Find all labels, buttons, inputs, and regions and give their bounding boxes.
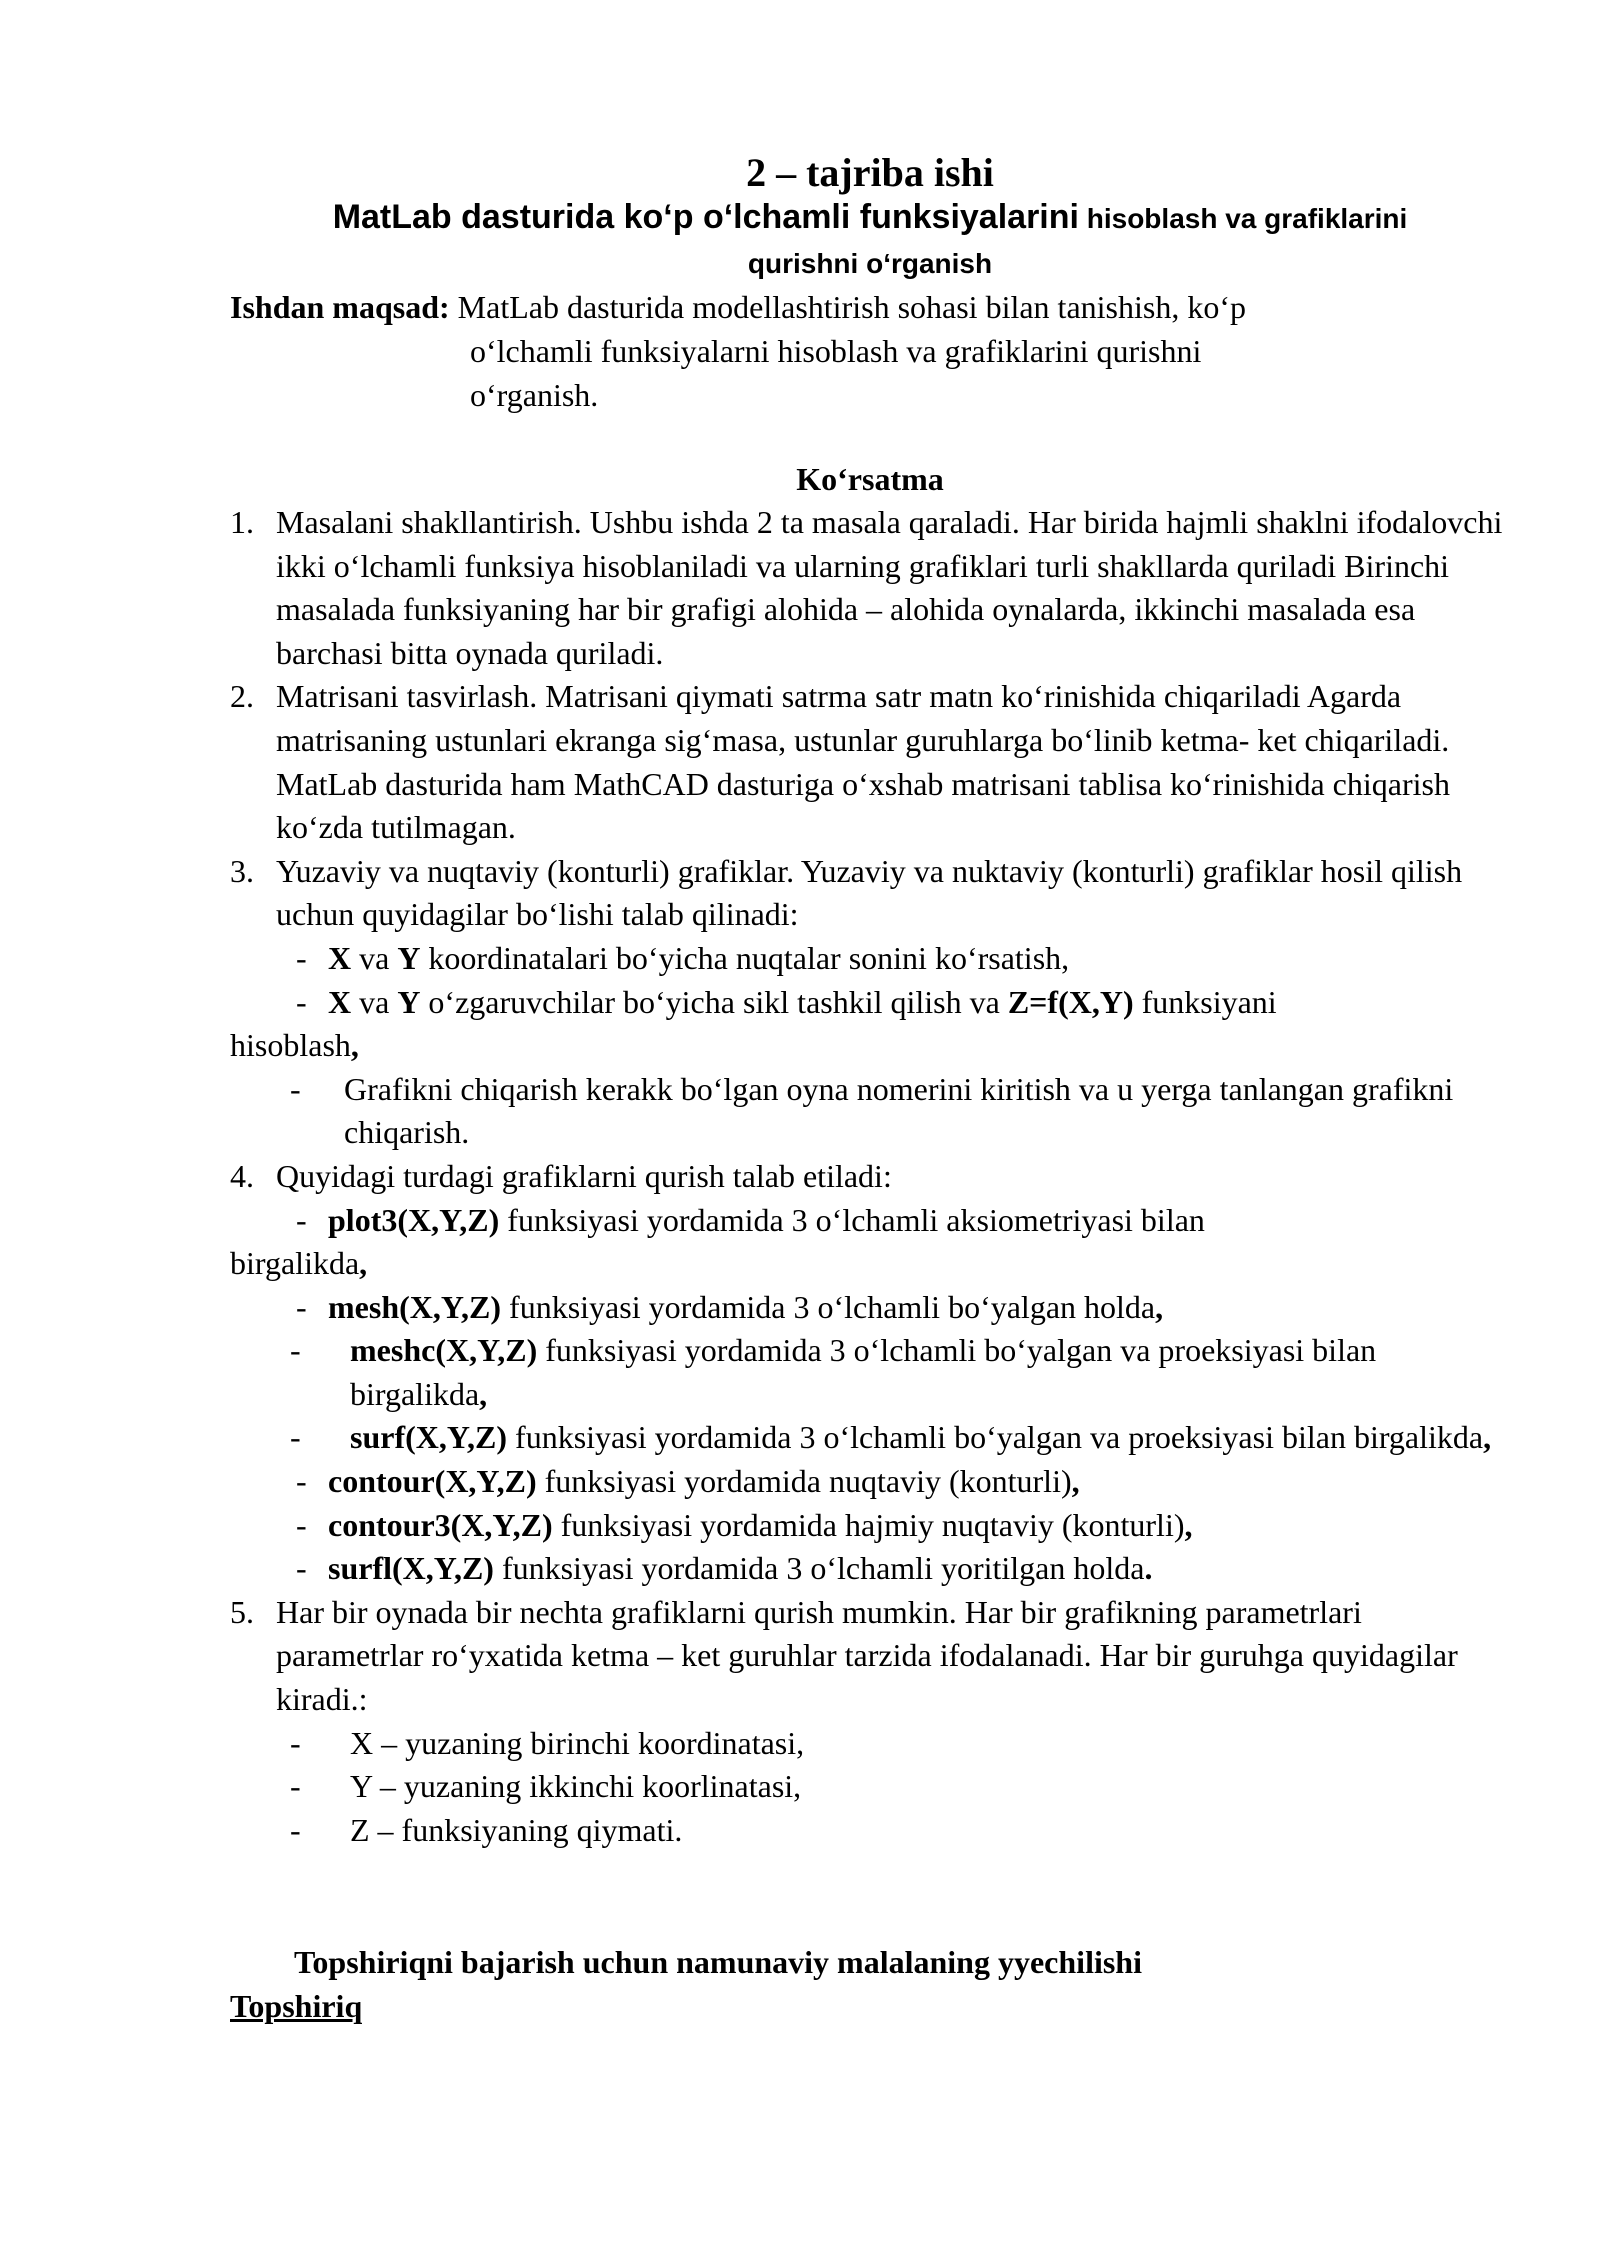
item-text: Quyidagi turdagi grafiklarni qurish talab etiladi:: [276, 1157, 892, 1194]
item-text: Yuzaviy va nuqtaviy (konturli) grafiklar. Yuzaviy va nuktaviy (konturli) grafiklar hosil qilish uchun quyidagilar bo‘lishi talab qilinadi:: [276, 852, 1463, 933]
document-page: [230, 150, 1510, 2028]
contour-line: - contour(X,Y,Z) funksiyasi yordamida nuqtaviy (konturli),: [296, 1463, 1080, 1500]
item-number: 5.: [230, 1593, 254, 1630]
contour3-fn: contour3(X,Y,Z): [328, 1506, 553, 1543]
goal-line2: o‘lchamli funksiyalarni hisoblash va grafiklarini qurishni: [470, 333, 1202, 369]
surf-line: - surf(X,Y,Z) funksiyasi yordamida 3 o‘lchamli bo‘yalgan va proeksiyasi bilan birgalikda,: [290, 1419, 1492, 1456]
surf-fn: surf(X,Y,Z): [350, 1419, 508, 1456]
plot3-fn: plot3(X,Y,Z): [328, 1201, 500, 1238]
page-subtitle: [230, 196, 1510, 245]
contour-fn: contour(X,Y,Z): [328, 1463, 537, 1500]
item-number: 2.: [230, 678, 254, 715]
contour3-line: - contour3(X,Y,Z) funksiyasi yordamida hajmiy nuqtaviy (konturli),: [296, 1506, 1193, 1543]
subtitle-small: hisoblash va grafiklarini: [1078, 203, 1408, 234]
item-number: 4.: [230, 1157, 254, 1194]
mesh-line: - mesh(X,Y,Z) funksiyasi yordamida 3 o‘lchamli bo‘yalgan holda,: [296, 1288, 1164, 1325]
bullet-x: - X – yuzaning birinchi koordinatasi,: [290, 1724, 805, 1761]
goal-label: Ishdan maqsad:: [230, 289, 450, 325]
item-text: Matrisani tasvirlash. Matrisani qiymati satrma satr matn ko‘rinishida chiqariladi Agarda matrisaning ustunlari ekranga sig‘masa, ustunlar guruhlarga bo‘linib ketma- ket chiqariladi. MatLab dasturida ham MathCAD dasturiga o‘xshab matrisani tablisa ko‘rinishida chiqarish ko‘zda tutilmagan.: [276, 678, 1450, 846]
mesh-fn: mesh(X,Y,Z): [328, 1288, 502, 1325]
item-text: Har bir oynada bir nechta grafiklarni qurish mumkin. Har bir grafikning parametrlari parametrlar ro‘yxatida ketma – ket guruhlar tarzida ifodalanadi. Har bir guruhga quyidagilar kiradi.:: [276, 1593, 1458, 1718]
meshc-fn: meshc(X,Y,Z): [350, 1332, 538, 1369]
plot3-line: - plot3(X,Y,Z) funksiyasi yordamida 3 o‘lchamli aksiometriyasi bilan: [296, 1201, 1205, 1238]
subtitle-line2: qurishni o‘rganish: [747, 248, 993, 279]
list-item-3-dash-2: - X va Y o‘zgaruvchilar bo‘yicha sikl tashkil qilish va Z=f(X,Y) funksiyani: [230, 981, 1510, 1025]
list-item-2: [230, 675, 1510, 849]
goal-line1: MatLab dasturida modellashtirish sohasi bilan tanishish, ko‘p: [449, 289, 1246, 325]
dash-marker: -: [296, 983, 307, 1020]
subtitle-main: MatLab dasturida ko‘p o‘lchamli funksiyalarini: [332, 198, 1079, 236]
solution-heading: Topshiriqni bajarish uchun namunaviy malalaning yyechilishi: [294, 1944, 1142, 1981]
list-item-3-dash-1: - X va Y koordinatalari bo‘yicha nuqtalar sonini ko‘rsatish,: [230, 937, 1510, 981]
section-title: Ko‘rsatma: [796, 461, 944, 497]
surfl-line: - surfl(X,Y,Z) funksiyasi yordamida 3 o‘lchamli yoritilgan holda.: [296, 1550, 1153, 1587]
goal-paragraph: [230, 285, 1510, 417]
item-number: 1.: [230, 504, 254, 540]
surfl-fn: surfl(X,Y,Z): [328, 1550, 494, 1587]
page-title: 2 – tajriba ishi: [746, 150, 994, 195]
plot3-wrap: birgalikda,: [230, 1245, 368, 1282]
list-item-4: [230, 1155, 1510, 1199]
list-item-1: [230, 501, 1510, 675]
dash-marker: -: [296, 939, 307, 976]
task-label: Topshiriq: [230, 1988, 363, 2025]
goal-line3: o‘rganish.: [470, 377, 599, 413]
item-text: Masalani shakllantirish. Ushbu ishda 2 ta masala qaraladi. Har birida hajmli shaklni ifodalovchi ikki o‘lchamli funksiya hisoblaniladi va ularning grafiklari turli shakllarda quriladi Birinchi masalada funksiyaning har bir grafigi alohida – alohida oynalarda, ikkinchi masalada esa barchasi bitta oynada quriladi.: [276, 504, 1503, 671]
bullet-z: - Z – funksiyaning qiymati.: [290, 1811, 683, 1848]
item-number: 3.: [230, 852, 254, 889]
list-item-3: [230, 850, 1510, 937]
list-item-5: [230, 1591, 1510, 1722]
dash-marker: -: [290, 1070, 301, 1107]
bullet-y: - Y – yuzaning ikkinchi koorlinatasi,: [290, 1768, 802, 1805]
meshc-line: - meshc(X,Y,Z) funksiyasi yordamida 3 o‘lchamli bo‘yalgan va proeksiyasi bilan birgalikda,: [290, 1332, 1377, 1412]
list-item-3-dash-2-wrap: hisoblash,: [230, 1027, 359, 1064]
list-item-3-dash-3: - Grafikni chiqarish kerakk bo‘lgan oyna nomerini kiritish va u yerga tanlangan grafikni chiqarish.: [230, 1068, 1510, 1155]
